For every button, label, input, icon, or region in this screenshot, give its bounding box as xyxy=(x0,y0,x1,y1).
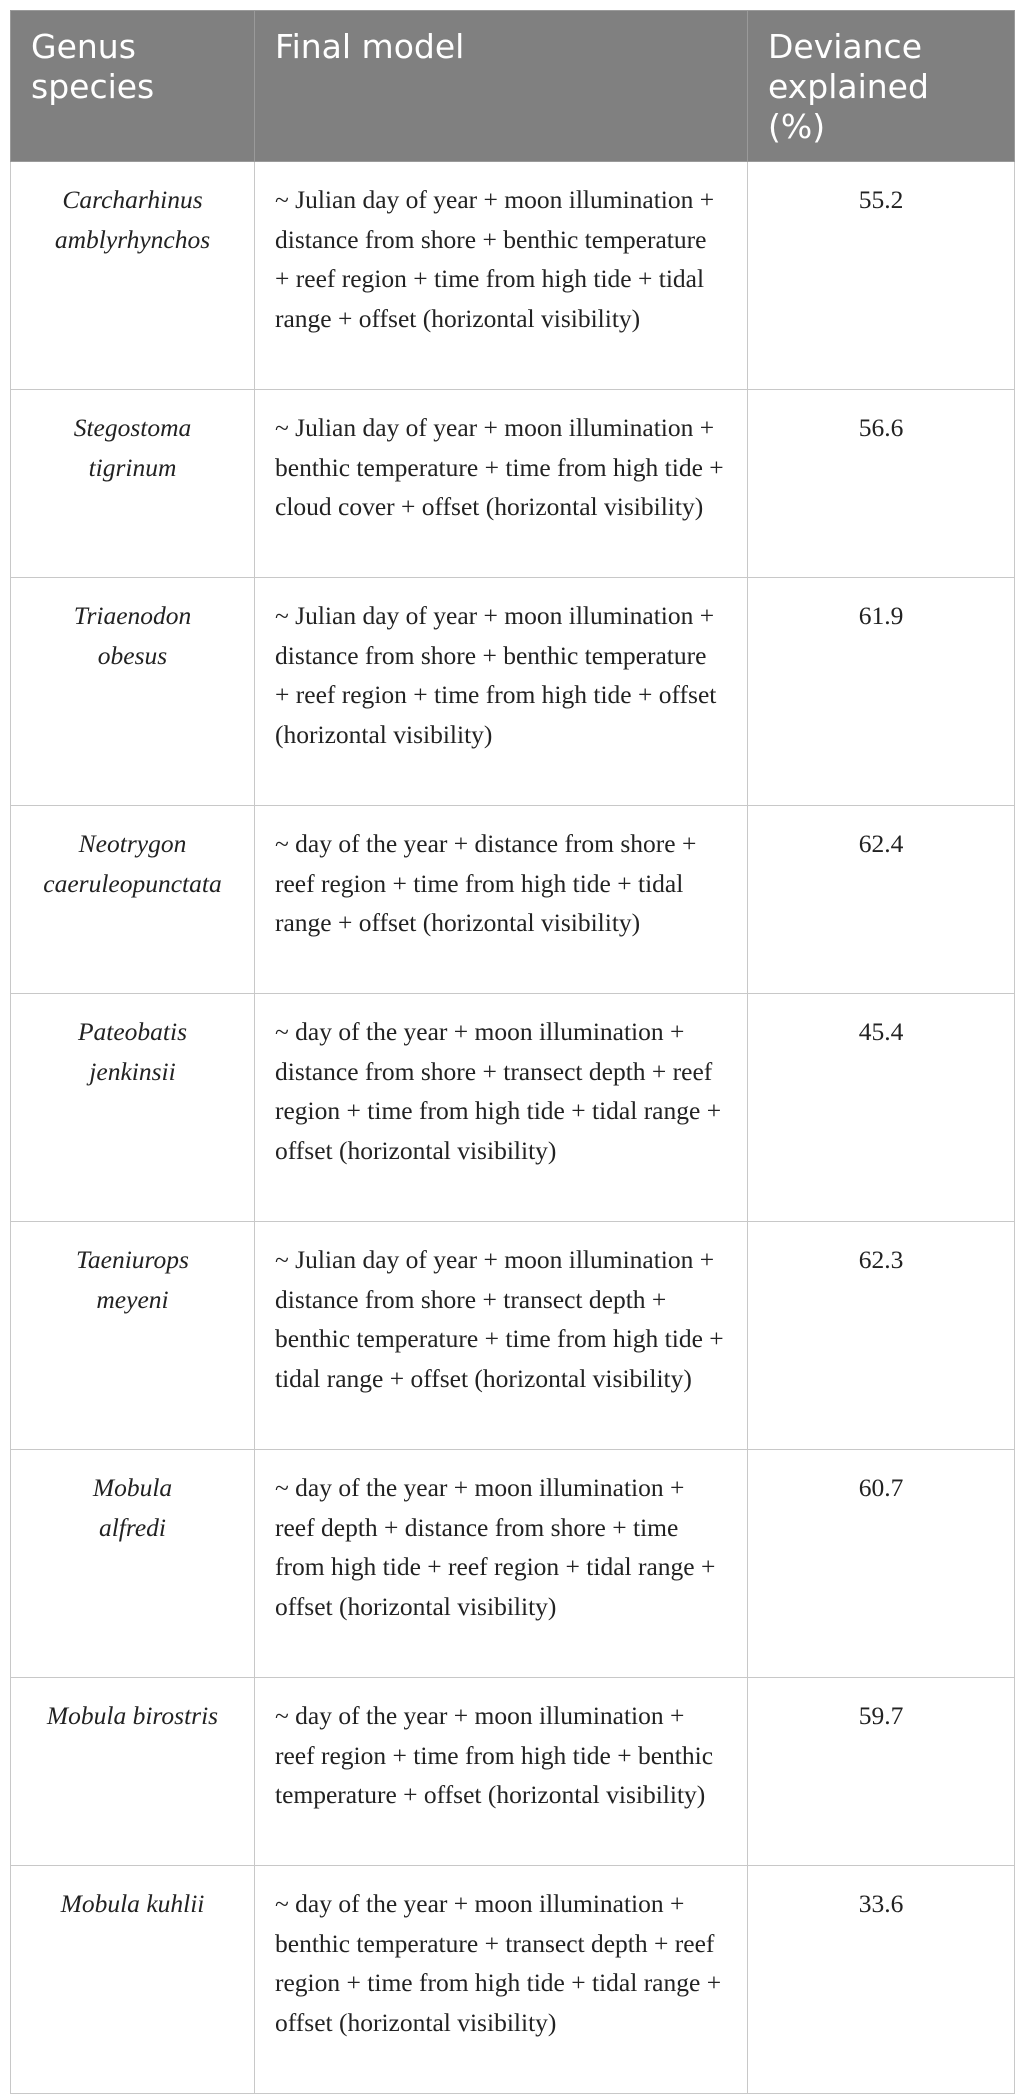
species-name: jenkinsii xyxy=(89,1056,176,1086)
table-row xyxy=(11,390,1015,578)
deviance-cell: 62.3 xyxy=(748,1222,1015,1450)
species-name: obesus xyxy=(97,640,168,670)
species-cell xyxy=(11,578,255,806)
deviance-cell: 59.7 xyxy=(748,1678,1015,1866)
table-row xyxy=(11,1222,1015,1450)
model-cell: ~ Julian day of year + moon illumination + distance from shore + benthic temperature + reef region + time from high tide + offset (horizontal visibility) xyxy=(255,578,748,806)
header-final-model: Final model xyxy=(255,11,748,162)
model-table-container xyxy=(10,10,1014,2094)
genus-name: Triaenodon xyxy=(73,601,192,630)
model-cell: ~ day of the year + moon illumination + reef region + time from high tide + benthic temperature + offset (horizontal visibility) xyxy=(255,1678,748,1866)
table-row xyxy=(11,806,1015,994)
table-row xyxy=(11,994,1015,1222)
model-cell: ~ day of the year + moon illumination + distance from shore + transect depth + reef region + time from high tide + tidal range + offset (horizontal visibility) xyxy=(255,994,748,1222)
species-name: amblyrhynchos xyxy=(54,224,211,254)
species-name: birostris xyxy=(132,1701,219,1730)
genus-name: Mobula xyxy=(92,1473,173,1502)
deviance-cell: 56.6 xyxy=(748,390,1015,578)
table-row xyxy=(11,1678,1015,1866)
header-row xyxy=(11,11,1015,162)
species-cell xyxy=(11,390,255,578)
species-cell xyxy=(11,1866,255,2094)
table-row xyxy=(11,1450,1015,1678)
species-cell xyxy=(11,1678,255,1866)
deviance-cell: 60.7 xyxy=(748,1450,1015,1678)
model-cell: ~ Julian day of year + moon illumination + distance from shore + transect depth + benthic temperature + time from high tide + tidal range + offset (horizontal visibility) xyxy=(255,1222,748,1450)
table-row xyxy=(11,1866,1015,2094)
genus-name: Taeniurops xyxy=(76,1245,189,1274)
genus-name: Mobula xyxy=(60,1889,140,1918)
model-cell: ~ day of the year + moon illumination + benthic temperature + transect depth + reef region + time from high tide + tidal range + offset (horizontal visibility) xyxy=(255,1866,748,2094)
model-cell: ~ day of the year + moon illumination + reef depth + distance from shore + time from high tide + reef region + tidal range + offset (horizontal visibility) xyxy=(255,1450,748,1678)
deviance-cell: 62.4 xyxy=(748,806,1015,994)
genus-name: Stegostoma xyxy=(73,413,192,442)
genus-name: Neotrygon xyxy=(78,829,187,858)
model-results-table xyxy=(10,10,1015,2094)
species-name: kuhlii xyxy=(146,1889,205,1918)
species-cell xyxy=(11,1450,255,1678)
model-cell: ~ day of the year + distance from shore + reef region + time from high tide + tidal range + offset (horizontal visibility) xyxy=(255,806,748,994)
deviance-cell: 45.4 xyxy=(748,994,1015,1222)
deviance-cell: 55.2 xyxy=(748,162,1015,390)
deviance-cell: 33.6 xyxy=(748,1866,1015,2094)
species-cell xyxy=(11,1222,255,1450)
table-row xyxy=(11,578,1015,806)
species-cell xyxy=(11,162,255,390)
species-cell xyxy=(11,994,255,1222)
species-name: tigrinum xyxy=(88,452,177,482)
genus-name: Pateobatis xyxy=(77,1017,188,1046)
species-name: meyeni xyxy=(96,1284,169,1314)
deviance-cell: 61.9 xyxy=(748,578,1015,806)
species-name: caeruleopunctata xyxy=(43,868,222,898)
genus-name: Mobula xyxy=(46,1701,127,1730)
species-cell xyxy=(11,806,255,994)
genus-name: Carcharhinus xyxy=(62,185,203,214)
model-cell: ~ Julian day of year + moon illumination + benthic temperature + time from high tide + cloud cover + offset (horizontal visibility) xyxy=(255,390,748,578)
species-name: alfredi xyxy=(98,1512,167,1542)
table-row xyxy=(11,162,1015,390)
table-body xyxy=(11,162,1015,2094)
table-header xyxy=(11,11,1015,162)
header-deviance-explained: Deviance explained (%) xyxy=(748,11,1015,162)
model-cell: ~ Julian day of year + moon illumination + distance from shore + benthic temperature + reef region + time from high tide + tidal range + offset (horizontal visibility) xyxy=(255,162,748,390)
header-genus-species: Genus species xyxy=(11,11,255,162)
